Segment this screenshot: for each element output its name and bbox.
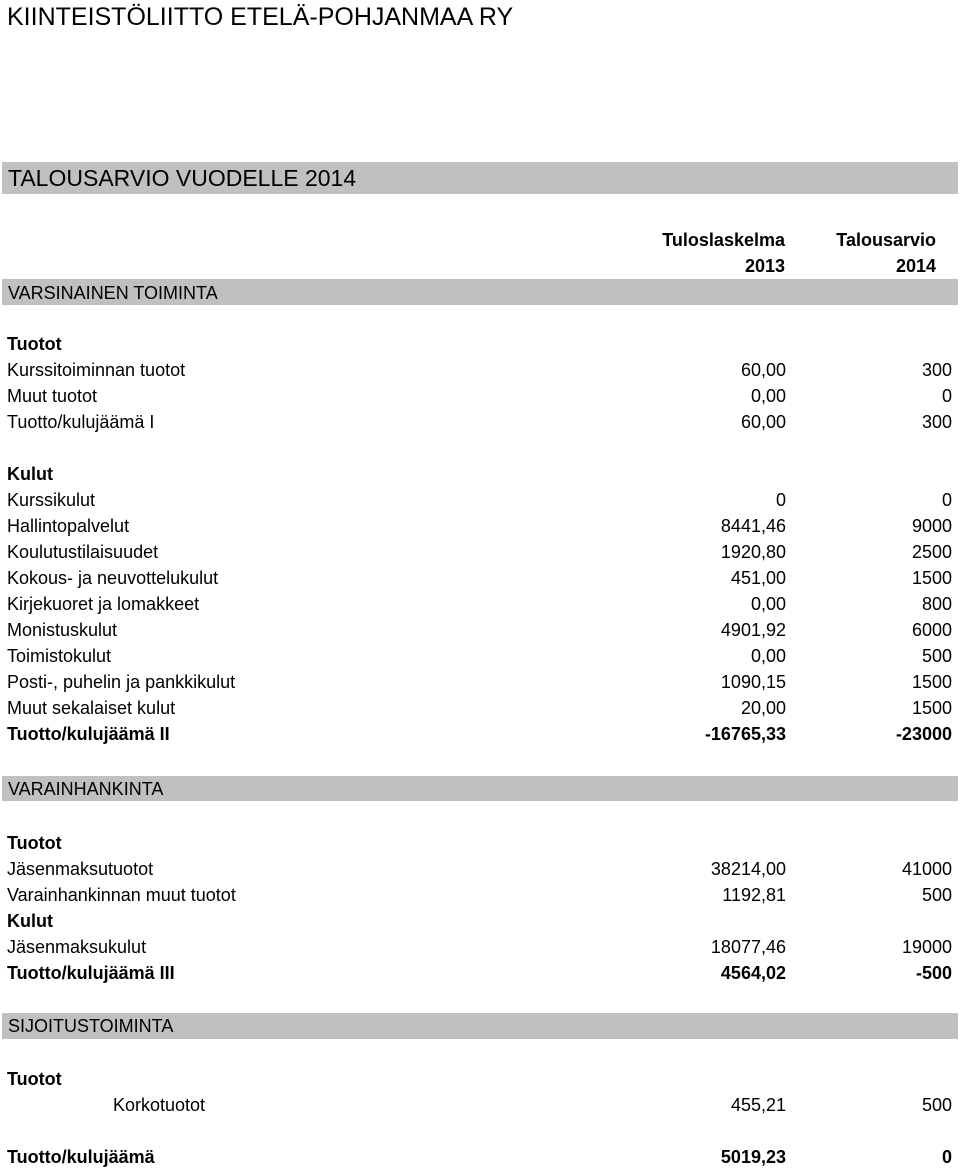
value-2013: 0,00 <box>750 646 786 666</box>
value-2014: 300 <box>921 412 952 432</box>
value-2014: 0 <box>941 1147 952 1167</box>
table-row <box>0 461 960 487</box>
value-2013: 38214,00 <box>710 859 786 879</box>
table-row <box>0 695 960 721</box>
value-2014: 500 <box>921 1095 952 1115</box>
column-header-year: 2013 <box>744 256 785 276</box>
row-label: Kirjekuoret ja lomakkeet <box>7 594 200 614</box>
value-2013: 5019,23 <box>720 1147 786 1167</box>
value-2014: 1500 <box>911 568 952 588</box>
row-label: Jäsenmaksukulut <box>7 937 147 957</box>
table-row <box>0 830 960 856</box>
table-row <box>0 1092 960 1118</box>
value-2014: 0 <box>941 386 952 406</box>
row-label: Kulut <box>7 464 53 484</box>
row-label: Kurssitoiminnan tuotot <box>7 360 186 380</box>
value-2013: 455,21 <box>730 1095 786 1115</box>
table-row <box>0 591 960 617</box>
table-row <box>0 565 960 591</box>
table-row <box>0 934 960 960</box>
value-2013: 4901,92 <box>720 620 786 640</box>
table-row <box>0 643 960 669</box>
table-row <box>0 539 960 565</box>
table-row <box>0 908 960 934</box>
value-2013: 60,00 <box>740 360 786 380</box>
table-row <box>0 721 960 747</box>
table-row <box>0 617 960 643</box>
value-2013: 1192,81 <box>722 885 786 905</box>
table-row <box>0 1144 960 1170</box>
row-label: Tuotto/kulujäämä II <box>7 724 170 744</box>
value-2013: 451,00 <box>730 568 786 588</box>
table-row <box>0 331 960 357</box>
row-label: Koulutustilaisuudet <box>7 542 159 562</box>
value-2013: 1090,15 <box>720 672 786 692</box>
row-label: Hallintopalvelut <box>7 516 130 536</box>
row-label: Tuotot <box>7 1069 62 1089</box>
row-label: Monistuskulut <box>7 620 118 640</box>
value-2014: 19000 <box>901 937 952 957</box>
value-2013: 0,00 <box>750 386 786 406</box>
value-2014: 2500 <box>911 542 952 562</box>
table-row <box>0 856 960 882</box>
budget-title-band <box>2 162 958 194</box>
value-2014: 800 <box>921 594 952 614</box>
section-band-varainhankinta <box>2 776 958 801</box>
value-2013: 60,00 <box>740 412 786 432</box>
table-row <box>0 357 960 383</box>
value-2013: 20,00 <box>740 698 786 718</box>
value-2013: 4564,02 <box>720 963 786 983</box>
row-label: Tuotot <box>7 833 62 853</box>
organization-title: KIINTEISTÖLIITTO ETELÄ-POHJANMAA RY <box>7 3 514 31</box>
section-band-varsinainen-toiminta <box>2 279 958 305</box>
table-row <box>0 669 960 695</box>
row-label: Kokous- ja neuvottelukulut <box>7 568 219 588</box>
row-label: Varainhankinnan muut tuotot <box>7 885 236 905</box>
value-2014: 1500 <box>911 672 952 692</box>
table-row <box>0 960 960 986</box>
column-header-tuloslaskelma <box>662 227 785 279</box>
table-row <box>0 1066 960 1092</box>
column-header-year: 2014 <box>895 256 936 276</box>
value-2014: 500 <box>921 646 952 666</box>
budget-title: TALOUSARVIO VUODELLE 2014 <box>8 165 357 191</box>
value-2014: 300 <box>921 360 952 380</box>
row-label: Jäsenmaksutuotot <box>7 859 154 879</box>
value-2014: 41000 <box>901 859 952 879</box>
value-2014: -23000 <box>895 724 952 744</box>
row-label: Tuotot <box>7 334 62 354</box>
section-title: VARSINAINEN TOIMINTA <box>8 283 218 303</box>
table-row <box>0 409 960 435</box>
value-2014: 6000 <box>911 620 952 640</box>
value-2013: 0,00 <box>750 594 786 614</box>
value-2014: 0 <box>941 490 952 510</box>
section-band-sijoitustoiminta <box>2 1013 958 1039</box>
column-header-talousarvio <box>836 227 936 279</box>
row-label: Kulut <box>7 911 53 931</box>
row-label: Muut tuotot <box>7 386 98 406</box>
row-label: Korkotuotot <box>113 1095 206 1115</box>
value-2014: 1500 <box>911 698 952 718</box>
value-2014: 500 <box>921 885 952 905</box>
column-header-line1: Talousarvio <box>836 230 936 250</box>
table-row <box>0 487 960 513</box>
row-label: Tuotto/kulujäämä <box>7 1147 155 1167</box>
section-title: VARAINHANKINTA <box>8 779 164 799</box>
table-row <box>0 383 960 409</box>
value-2014: 9000 <box>911 516 952 536</box>
row-label: Kurssikulut <box>7 490 96 510</box>
row-label: Tuotto/kulujäämä I <box>7 412 155 432</box>
table-row <box>0 513 960 539</box>
row-label: Toimistokulut <box>7 646 112 666</box>
value-2013: 18077,46 <box>710 937 786 957</box>
table-row <box>0 882 960 908</box>
row-label: Tuotto/kulujäämä III <box>7 963 175 983</box>
section-title: SIJOITUSTOIMINTA <box>8 1016 174 1036</box>
row-label: Muut sekalaiset kulut <box>7 698 176 718</box>
value-2013: 1920,80 <box>720 542 786 562</box>
column-header-line1: Tuloslaskelma <box>662 230 785 250</box>
row-label: Posti-, puhelin ja pankkikulut <box>7 672 236 692</box>
value-2013: 0 <box>775 490 786 510</box>
value-2013: 8441,46 <box>720 516 786 536</box>
value-2013: -16765,33 <box>704 724 786 744</box>
value-2014: -500 <box>915 963 952 983</box>
